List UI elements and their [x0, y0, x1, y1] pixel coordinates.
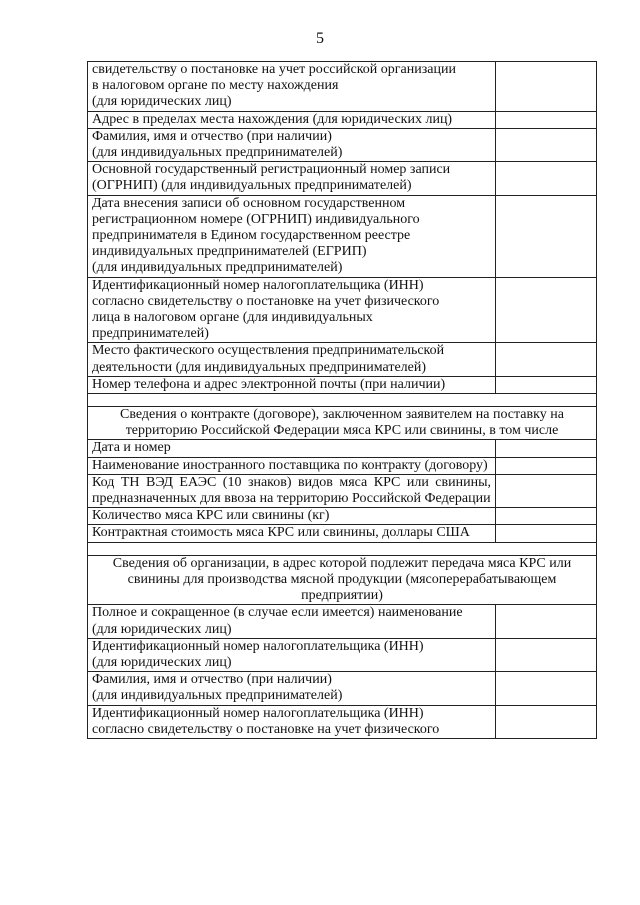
spacer-cell	[88, 394, 597, 407]
row-value-field[interactable]	[496, 525, 597, 542]
row-value-field[interactable]	[496, 277, 597, 343]
row-label-contract-value: Контрактная стоимость мяса КРС или свинины, доллары США	[88, 525, 496, 542]
row-label-tax-registration-org: свидетельству о постановке на учет российской организации в налоговом органе по месту нахождения (для юридических лиц)	[88, 62, 496, 112]
row-value-field[interactable]	[496, 474, 597, 507]
row-value-field[interactable]	[496, 62, 597, 112]
row-value-field[interactable]	[496, 457, 597, 474]
section-title-organization: Сведения об организации, в адрес которой подлежит передача мяса КРС или свинины для производства мясной продукции (мясоперерабатывающем предприятии)	[88, 555, 597, 605]
row-label-business-location: Место фактического осуществления предпринимательской деятельности (для индивидуальных предпринимателей)	[88, 343, 496, 376]
table-row	[88, 525, 597, 542]
row-label-foreign-supplier: Наименование иностранного поставщика по контракту (договору)	[88, 457, 496, 474]
table-row	[88, 672, 597, 705]
row-label-phone-email: Номер телефона и адрес электронной почты (при наличии)	[88, 376, 496, 393]
row-label-entrepreneur-inn: Идентификационный номер налогоплательщика (ИНН) согласно свидетельству о постановке на учет физического лица в налоговом органе (для индивидуальных предпринимателей)	[88, 277, 496, 343]
row-value-field[interactable]	[496, 162, 597, 195]
table-row	[88, 128, 597, 161]
table-row	[88, 638, 597, 671]
section-header-row	[88, 555, 597, 605]
table-row	[88, 457, 597, 474]
table-row	[88, 62, 597, 112]
row-value-field[interactable]	[496, 195, 597, 277]
table-spacer-row	[88, 542, 597, 555]
row-value-field[interactable]	[496, 128, 597, 161]
table-row	[88, 376, 597, 393]
table-row	[88, 162, 597, 195]
table-row	[88, 440, 597, 457]
page-number: 5	[316, 30, 324, 47]
row-value-field[interactable]	[496, 638, 597, 671]
row-value-field[interactable]	[496, 705, 597, 738]
row-value-field[interactable]	[496, 508, 597, 525]
row-value-field[interactable]	[496, 343, 597, 376]
row-label-tn-ved-code: Код ТН ВЭД ЕАЭС (10 знаков) видов мяса КРС или свинины, предназначенных для ввоза на территорию Российской Федерации	[88, 474, 496, 507]
row-value-field[interactable]	[496, 605, 597, 638]
row-label-egrip-entry-date: Дата внесения записи об основном государственном регистрационном номере (ОГРНИП) индивидуального предпринимателя в Едином государственном реестре индивидуальных предпринимателей (ЕГРИП) (для индивидуальных предпринимателей)	[88, 195, 496, 277]
section-header-row	[88, 407, 597, 440]
table-row	[88, 508, 597, 525]
row-label-legal-address: Адрес в пределах места нахождения (для юридических лиц)	[88, 111, 496, 128]
row-value-field[interactable]	[496, 111, 597, 128]
row-label-meat-quantity: Количество мяса КРС или свинины (кг)	[88, 508, 496, 525]
row-label-entrepreneur-full-name: Фамилия, имя и отчество (при наличии) (для индивидуальных предпринимателей)	[88, 128, 496, 161]
table-row	[88, 195, 597, 277]
table-row	[88, 605, 597, 638]
table-row	[88, 111, 597, 128]
row-label-org-name: Полное и сокращенное (в случае если имеется) наименование (для юридических лиц)	[88, 605, 496, 638]
table-row	[88, 705, 597, 738]
table-row	[88, 277, 597, 343]
spacer-cell	[88, 542, 597, 555]
row-value-field[interactable]	[496, 376, 597, 393]
row-value-field[interactable]	[496, 672, 597, 705]
row-label-org-entrepreneur-name: Фамилия, имя и отчество (при наличии) (для индивидуальных предпринимателей)	[88, 672, 496, 705]
section-title-contract: Сведения о контракте (договоре), заключенном заявителем на поставку на территорию Российской Федерации мяса КРС или свинины, в том числе	[88, 407, 597, 440]
row-label-org-inn: Идентификационный номер налогоплательщика (ИНН) (для юридических лиц)	[88, 638, 496, 671]
row-value-field[interactable]	[496, 440, 597, 457]
row-label-org-entrepreneur-inn: Идентификационный номер налогоплательщика (ИНН) согласно свидетельству о постановке на учет физического	[88, 705, 496, 738]
row-label-contract-date-number: Дата и номер	[88, 440, 496, 457]
application-form-table	[87, 61, 597, 739]
table-row	[88, 343, 597, 376]
table-spacer-row	[88, 394, 597, 407]
table-row	[88, 474, 597, 507]
row-label-ogrnip: Основной государственный регистрационный номер записи (ОГРНИП) (для индивидуальных предпринимателей)	[88, 162, 496, 195]
